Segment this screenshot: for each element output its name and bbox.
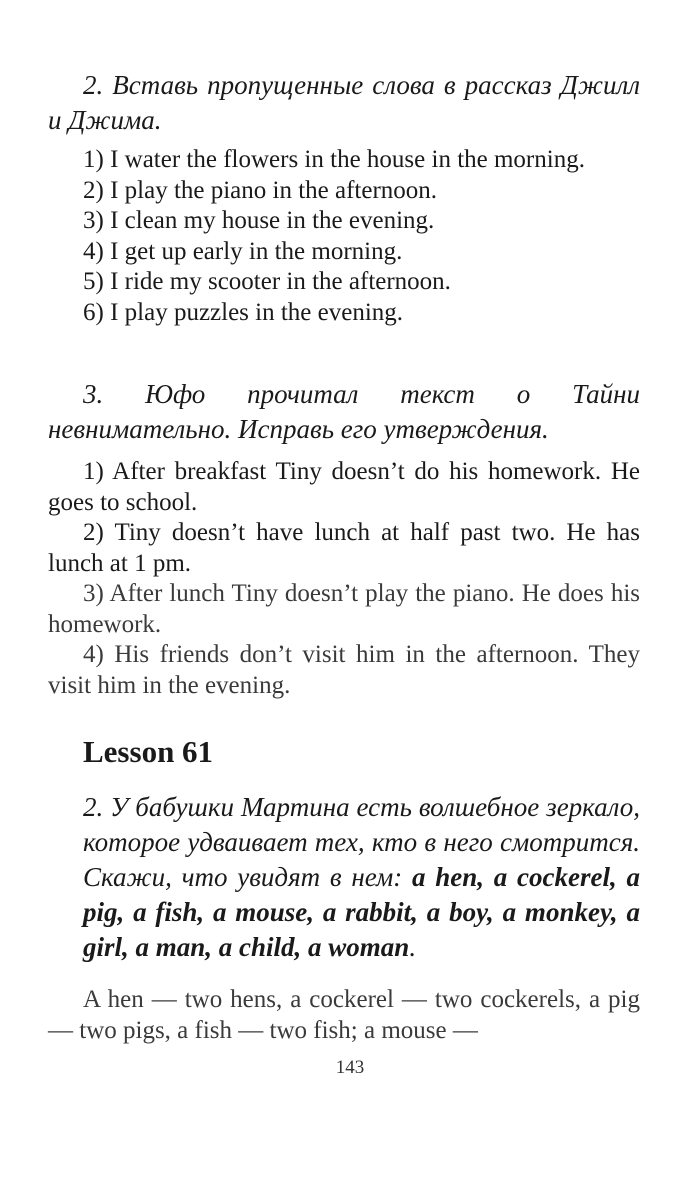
- answer-line: 5) I ride my scooter in the afternoon.: [83, 268, 451, 295]
- answer-line: 3) After lunch Tiny doesn’t play the piano. He does his homework.: [48, 580, 640, 638]
- page-number: 143: [335, 1057, 365, 1078]
- answer-line: A hen — two hens, a cockerel — two cockerels, a pig — two pigs, a fish — two fish; a mouse —: [48, 986, 640, 1044]
- lesson-task-2-words: a hen, a cockerel, a pig, a fish, a mouse, a rabbit, a boy, a monkey, a girl, a man, a child, a woman: [83, 862, 640, 962]
- answer-line: 6) I play puzzles in the evening.: [83, 298, 404, 326]
- task-2-instruction: 2. Вставь пропущенные слова в рассказ Джилл и Джима.: [48, 70, 640, 135]
- answer-line: 4) His friends don’t visit him in the afternoon. They visit him in the evening.: [48, 641, 640, 699]
- task-3-instruction: 3. Юфо прочитал текст о Тайни невнимательно. Исправь его утверждения.: [48, 379, 640, 444]
- task-3-block: [48, 377, 640, 447]
- lesson-task-2-instruction: [83, 790, 640, 965]
- answer-line: 3) I clean my house in the evening.: [83, 207, 435, 234]
- answer-line: 2) I play the piano in the afternoon.: [83, 176, 438, 204]
- lesson-task-2-intro: 2. У бабушки Мартина есть волшебное зеркало, которое удваивает тех, кто в него смотрится. Скажи, что увидят в нем:: [83, 792, 640, 892]
- task-2-answers: [48, 145, 640, 328]
- task-2-block: [48, 68, 640, 138]
- answer-line: 4) I get up early in the morning.: [83, 237, 403, 265]
- answer-line: 2) Tiny doesn’t have lunch at half past two. He has lunch at 1 pm.: [48, 519, 640, 577]
- answer-line: 1) After breakfast Tiny doesn’t do his homework. He goes to school.: [48, 458, 640, 516]
- lesson-answer-block: [48, 985, 640, 1046]
- lesson-heading-block: [48, 732, 640, 772]
- task-3-answers: [48, 457, 640, 701]
- lesson-heading: Lesson 61: [83, 734, 214, 769]
- lesson-task-2-block: [83, 790, 640, 965]
- lesson-task-2-end: .: [409, 932, 417, 962]
- answer-line: 1) I water the flowers in the house in the morning.: [83, 146, 585, 173]
